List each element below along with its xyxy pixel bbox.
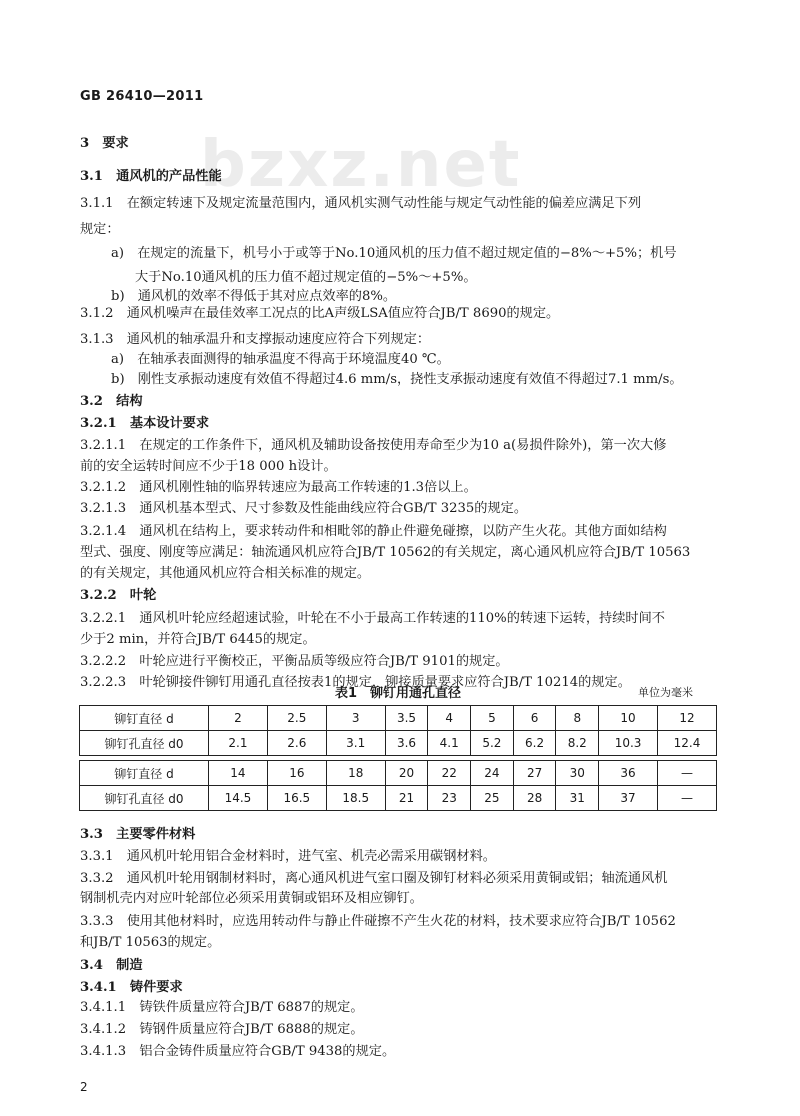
paragraph-line: 3.2.1.2 通风机刚性轴的临界转速应为最高工作转速的1.3倍以上。 <box>80 480 477 495</box>
table-row <box>80 731 717 756</box>
table-cell: 6.2 <box>513 731 556 756</box>
paragraph-line: 3.3.1 通风机叶轮用铝合金材料时，进气室、机壳必需采用碳钢材料。 <box>80 849 496 864</box>
table-row <box>80 786 717 811</box>
paragraph-line: 少于2 min，并符合JB/T 6445的规定。 <box>80 632 316 647</box>
table-row-label: 铆钉直径 d <box>80 761 209 786</box>
table-cell: 6 <box>513 706 556 731</box>
rivet-hole-table <box>79 705 717 811</box>
table-cell: 31 <box>556 786 599 811</box>
paragraph-line: 3.2.1.3 通风机基本型式、尺寸参数及性能曲线应符合GB/T 3235的规定。 <box>80 501 528 516</box>
paragraph-line: 3.1.3 通风机的轴承温升和支撑振动速度应符合下列规定： <box>80 332 431 347</box>
table-row <box>80 706 717 731</box>
paragraph-line: 3.1.1 在额定转速下及规定流量范围内，通风机实测气动性能与规定气动性能的偏差应满足下列 <box>80 196 642 211</box>
table-cell: 23 <box>428 786 471 811</box>
section-heading: 3.2.2 叶轮 <box>80 588 157 603</box>
table-cell: 14 <box>209 761 268 786</box>
table-cell: 2.1 <box>209 731 268 756</box>
table-cell: 5.2 <box>471 731 514 756</box>
paragraph-line: 型式、强度、刚度等应满足：轴流通风机应符合JB/T 10562的有关规定，离心通风机应符合JB/T 10563 <box>80 545 691 560</box>
watermark: bzxz.net <box>200 128 522 202</box>
table-unit: 单位为毫米 <box>638 686 693 699</box>
paragraph-line: a) 在规定的流量下，机号小于或等于No.10通风机的压力值不超过规定值的−8%～+5%；机号 <box>111 246 677 261</box>
table-cell: 24 <box>471 761 514 786</box>
table-cell: 16 <box>267 761 326 786</box>
table-cell: 36 <box>599 761 658 786</box>
paragraph-line: 3.2.1.1 在规定的工作条件下，通风机及辅助设备按使用寿命至少为10 a(易损件除外)，第一次大修 <box>80 438 667 453</box>
table-cell: 10 <box>599 706 658 731</box>
table-cell: 10.3 <box>599 731 658 756</box>
table-cell: 3.6 <box>385 731 428 756</box>
table-cell: 12.4 <box>658 731 717 756</box>
table-cell: 2.6 <box>267 731 326 756</box>
table-cell: 2 <box>209 706 268 731</box>
table-row-label: 铆钉孔直径 d0 <box>80 731 209 756</box>
paragraph-line: 3.2.2.1 通风机叶轮应经超速试验，叶轮在不小于最高工作转速的110%的转速下运转，持续时间不 <box>80 611 665 626</box>
table-cell: 2.5 <box>267 706 326 731</box>
table-cell: 5 <box>471 706 514 731</box>
section-heading: 3.2 结构 <box>80 394 143 409</box>
table-cell: 30 <box>556 761 599 786</box>
paragraph-line: a) 在轴承表面测得的轴承温度不得高于环境温度40 ℃。 <box>111 352 450 367</box>
section-heading: 3.3 主要零件材料 <box>80 827 196 842</box>
paragraph-line: b) 刚性支承振动速度有效值不得超过4.6 mm/s，挠性支承振动速度有效值不得超过7.1 mm/s。 <box>111 372 683 387</box>
table-cell: 3 <box>326 706 385 731</box>
paragraph-line: 3.4.1.2 铸钢件质量应符合JB/T 6888的规定。 <box>80 1022 364 1037</box>
paragraph-line: 3.4.1.3 铝合金铸件质量应符合GB/T 9438的规定。 <box>80 1044 396 1059</box>
paragraph-line: 3.2.2.3 叶轮铆接件铆钉用通孔直径按表1的规定，铆接质量要求应符合JB/T 10214的规定。 <box>80 675 631 690</box>
table-cell: 25 <box>471 786 514 811</box>
table-cell: 8.2 <box>556 731 599 756</box>
table-cell: 27 <box>513 761 556 786</box>
paragraph-line: 大于No.10通风机的压力值不超过规定值的−5%～+5%。 <box>135 270 477 285</box>
section-heading: 3.2.1 基本设计要求 <box>80 416 210 431</box>
table-cell: — <box>658 761 717 786</box>
table-title: 表1 铆钉用通孔直径 <box>335 686 462 701</box>
paragraph-line: 钢制机壳内对应叶轮部位必须采用黄铜或铝环及相应铆钉。 <box>80 891 423 906</box>
table-cell: 4 <box>428 706 471 731</box>
page-number: 2 <box>80 1080 88 1094</box>
table-cell: 3.5 <box>385 706 428 731</box>
paragraph-line: 规定： <box>80 222 120 237</box>
table-cell: 8 <box>556 706 599 731</box>
table-cell: 16.5 <box>267 786 326 811</box>
paragraph-line: 的有关规定，其他通风机应符合相关标准的规定。 <box>80 566 371 581</box>
paragraph-line: b) 通风机的效率不得低于其对应点效率的8%。 <box>111 289 397 304</box>
table-cell: 28 <box>513 786 556 811</box>
table-cell: 21 <box>385 786 428 811</box>
table-row <box>80 761 717 786</box>
paragraph-line: 3.3.2 通风机叶轮用钢制材料时，离心通风机进气室口圈及铆钉材料必须采用黄铜或铝；轴流通风机 <box>80 871 668 886</box>
section-heading: 3.1 通风机的产品性能 <box>80 169 222 184</box>
section-heading: 3 要求 <box>80 136 129 151</box>
paragraph-line: 3.3.3 使用其他材料时，应选用转动件与静止件碰擦不产生火花的材料，技术要求应符合JB/T 10562 <box>80 914 676 929</box>
section-heading: 3.4.1 铸件要求 <box>80 980 183 995</box>
table-cell: 12 <box>658 706 717 731</box>
paragraph-line: 3.2.1.4 通风机在结构上，要求转动件和相毗邻的静止件避免碰擦，以防产生火花。其他方面如结构 <box>80 524 667 539</box>
table-cell: 22 <box>428 761 471 786</box>
table-cell: 18 <box>326 761 385 786</box>
table-cell: 18.5 <box>326 786 385 811</box>
section-heading: 3.4 制造 <box>80 958 143 973</box>
table-cell: 20 <box>385 761 428 786</box>
standard-code-header: GB 26410—2011 <box>80 89 204 104</box>
table-row-label: 铆钉孔直径 d0 <box>80 786 209 811</box>
paragraph-line: 3.1.2 通风机噪声在最佳效率工况点的比A声级LSA值应符合JB/T 8690的规定。 <box>80 306 560 321</box>
paragraph-line: 3.4.1.1 铸铁件质量应符合JB/T 6887的规定。 <box>80 1000 364 1015</box>
table-cell: 14.5 <box>209 786 268 811</box>
table-cell: 4.1 <box>428 731 471 756</box>
table-row-label: 铆钉直径 d <box>80 706 209 731</box>
table-cell: 3.1 <box>326 731 385 756</box>
table-cell: — <box>658 786 717 811</box>
paragraph-line: 3.2.2.2 叶轮应进行平衡校正，平衡品质等级应符合JB/T 9101的规定。 <box>80 654 509 669</box>
table-cell: 37 <box>599 786 658 811</box>
paragraph-line: 和JB/T 10563的规定。 <box>80 935 221 950</box>
paragraph-line: 前的安全运转时间应不少于18 000 h设计。 <box>80 459 337 474</box>
